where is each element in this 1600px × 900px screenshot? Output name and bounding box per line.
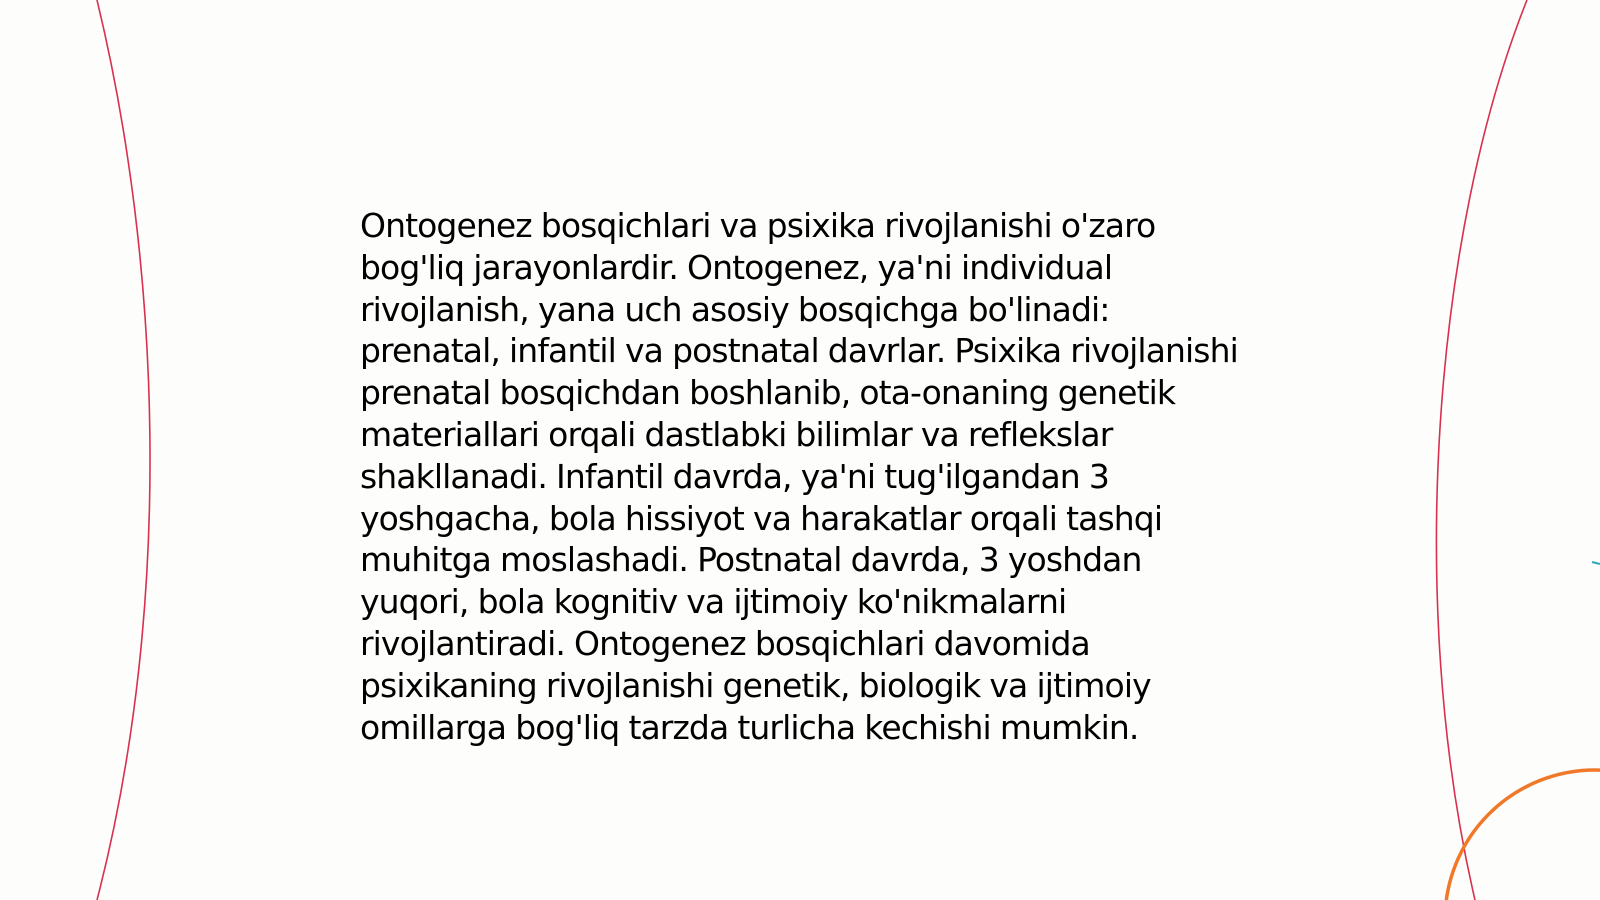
teal-accent-mark [1592, 562, 1600, 564]
slide-body-text: Ontogenez bosqichlari va psixika rivojlanishi o'zaro bog'liq jarayonlardir. Ontogenez, ya'ni individual rivojlanish, yana uch asosiy bosqichga bo'linadi: prenatal, infantil va postnatal davrlar. Psixika rivojlanishi prenatal bosqichdan boshlanib, ota-onaning genetik materiallari orqali dastlabki bilimlar va reflekslar shakllanadi. Infantil davrda, ya'ni tug'ilgandan 3 yoshgacha, bola hissiyot va harakatlar orqali tashqi muhitga moslashadi. Postnatal davrda, 3 yoshdan yuqori, bola kognitiv va ijtimoiy ko'nikmalarni rivojlantiradi. Ontogenez bosqichlari davomida psixikaning rivojlanishi genetik, biologik va ijtimoiy omillarga bog'liq tarzda turlicha kechishi mumkin. [360, 206, 1238, 747]
right-curve-line [1436, 0, 1527, 900]
left-curve-line [97, 0, 150, 900]
orange-circle-arc [1445, 770, 1600, 900]
